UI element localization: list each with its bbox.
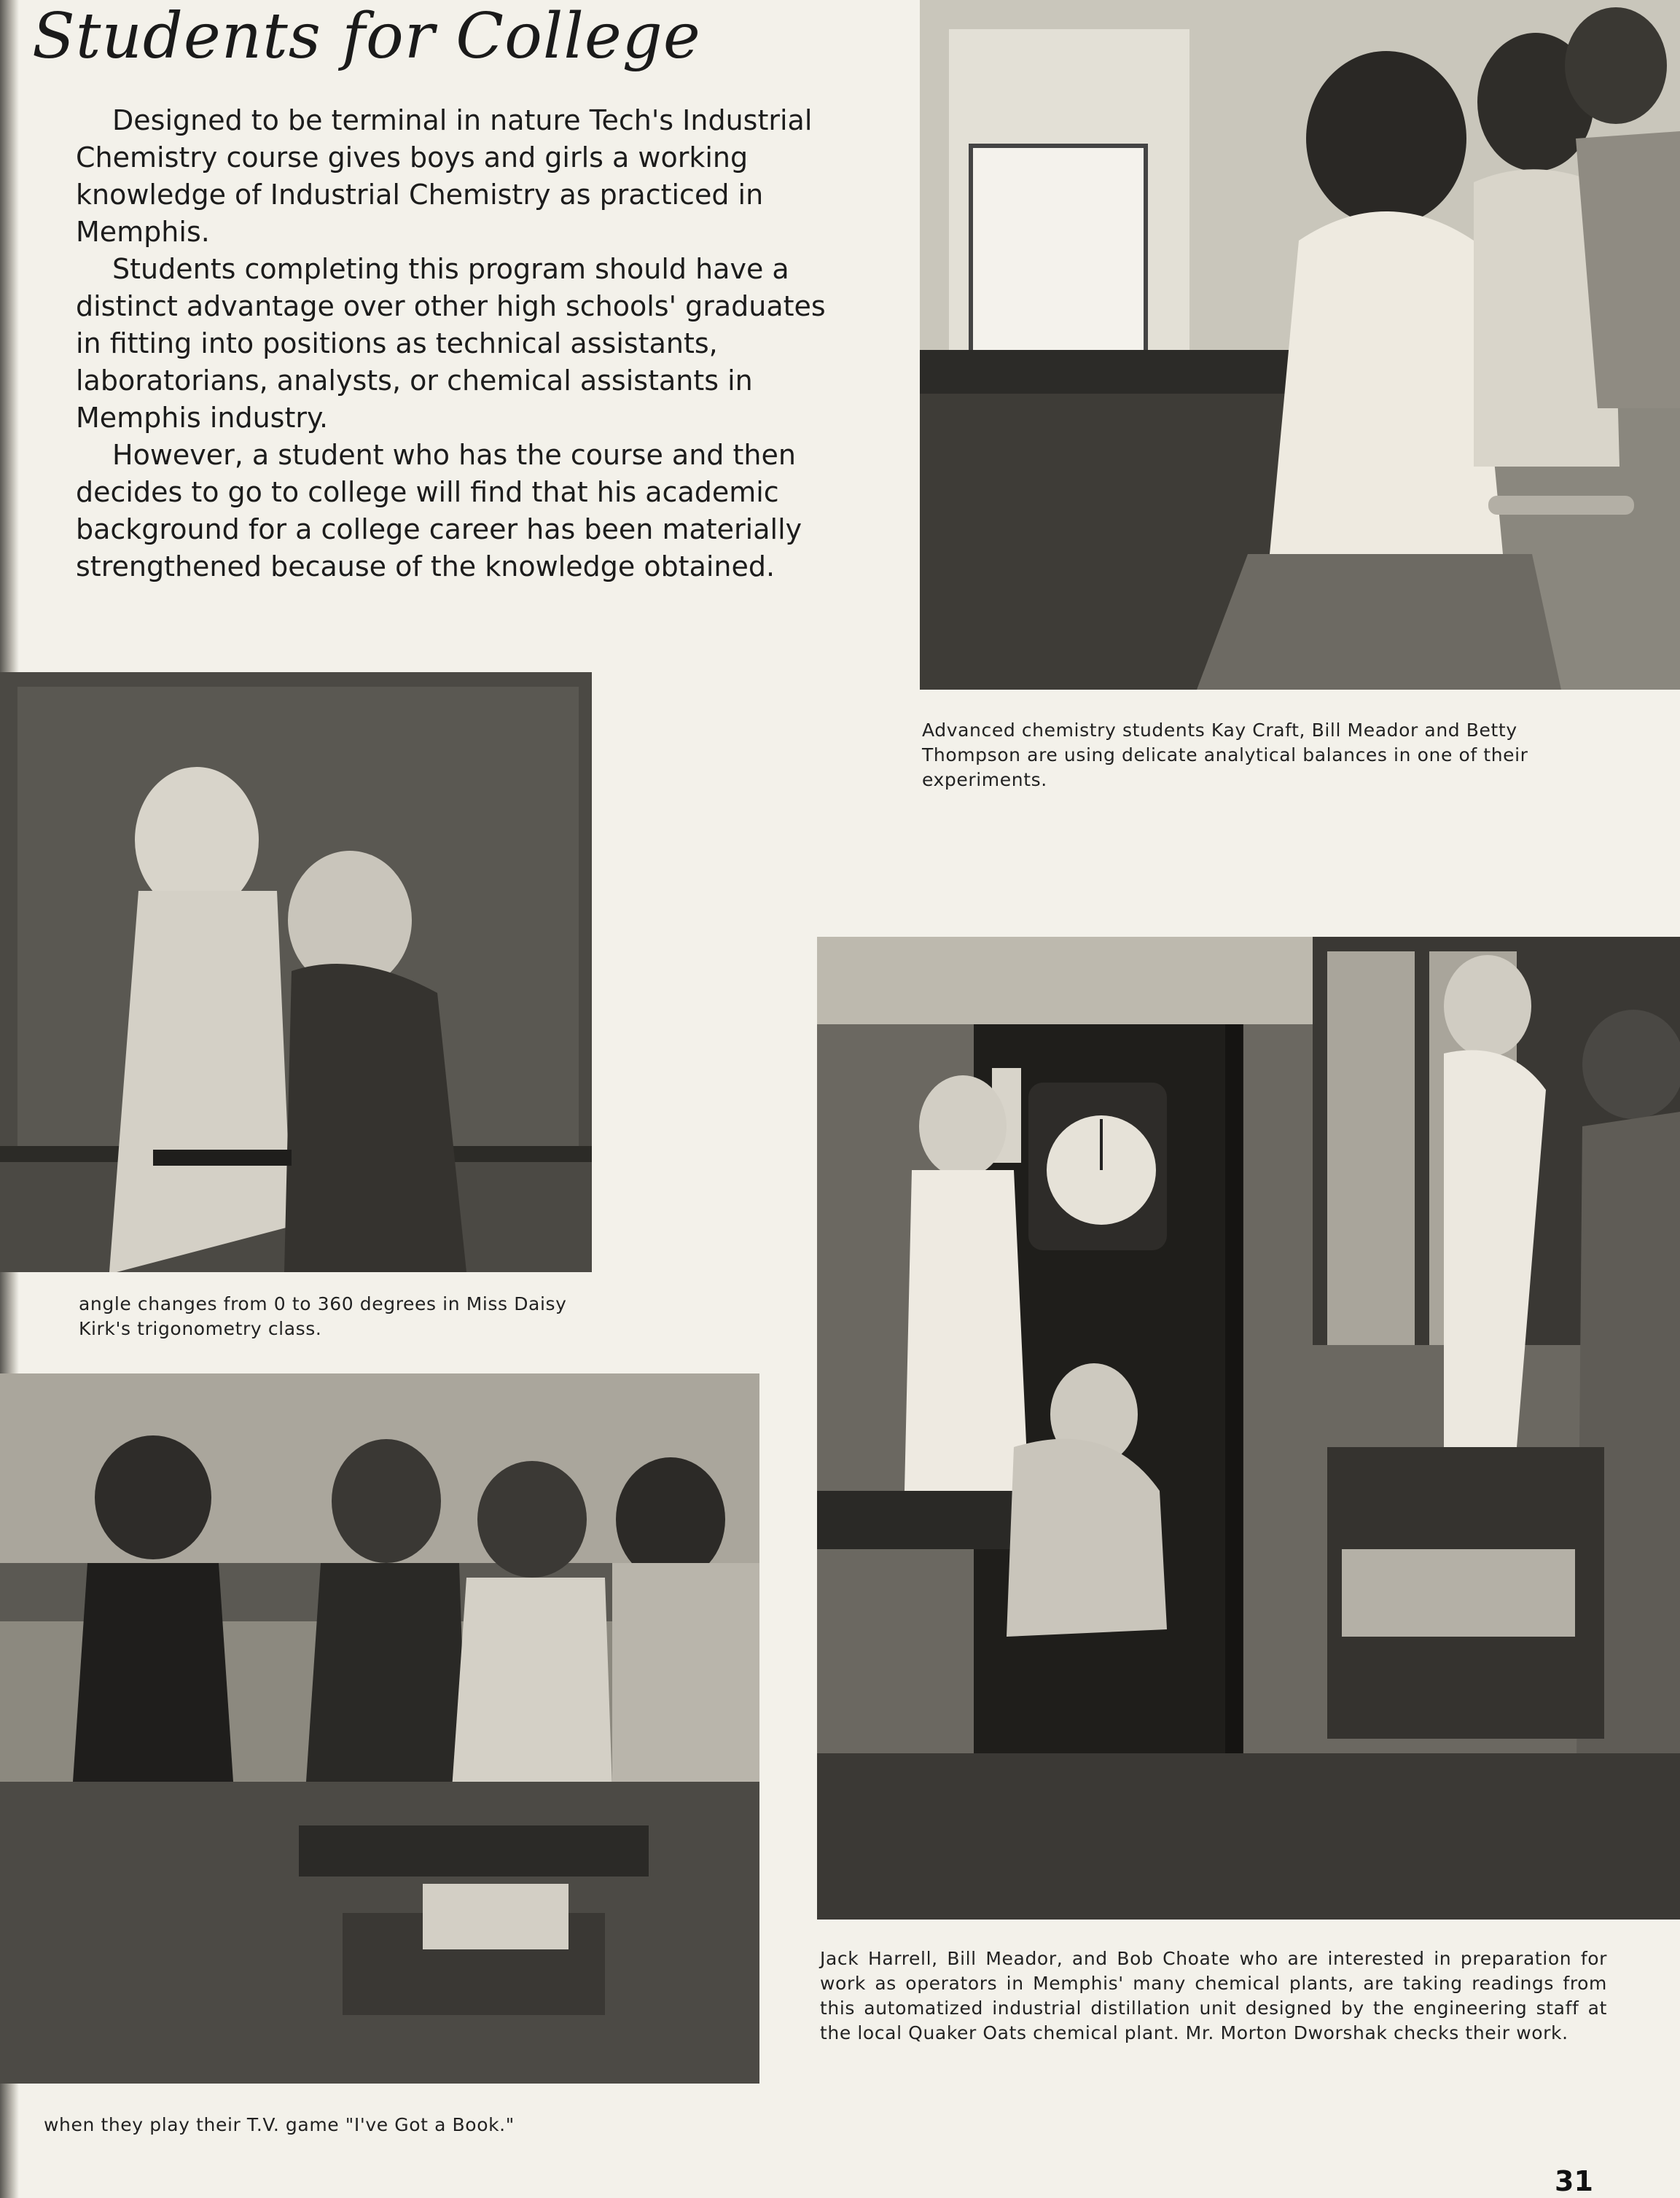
photo-analytical-balances [920,0,1680,690]
body-paragraph-2: Students completing this program should have a distinct advantage over other high schools' graduates in fitting into positions as technical assistants, laboratorians, analysts, or chemical assistants in Memphis industry. [76,253,826,434]
caption-tv-game: when they play their T.V. game "I've Got a Book." [44,2114,515,2135]
photo-tv-game [0,1373,759,2084]
caption-trigonometry-class: angle changes from 0 to 360 degrees in Miss Daisy Kirk's trigonometry class. [79,1293,567,1339]
page-number: 31 [1555,2165,1593,2197]
photo-trigonometry-class [0,672,592,1272]
caption-distillation-unit: Jack Harrell, Bill Meador, and Bob Choate who are interested in preparation for work as operators in Memphis' many chemical plants, are taking readings from this automatized industrial distillation unit designed by the engineering staff at the local Quaker Oats chemical plant. Mr. Morton Dworshak checks their work. [820,1948,1607,2043]
body-paragraph-3: However, a student who has the course and then decides to go to college will find that his academic background for a college career has been materially strengthened because of the knowledge obtained. [76,439,802,582]
caption-analytical-balances: Advanced chemistry students Kay Craft, Bill Meador and Betty Thompson are using delicate analytical balances in one of their experiments. [922,720,1528,790]
page-title: Students for College [32,0,701,73]
body-paragraph-1: Designed to be terminal in nature Tech's Industrial Chemistry course gives boys and girls a working knowledge of Industrial Chemistry as practiced in Memphis. [76,104,813,248]
photo-distillation-unit [817,937,1680,1920]
article-body [76,102,848,585]
